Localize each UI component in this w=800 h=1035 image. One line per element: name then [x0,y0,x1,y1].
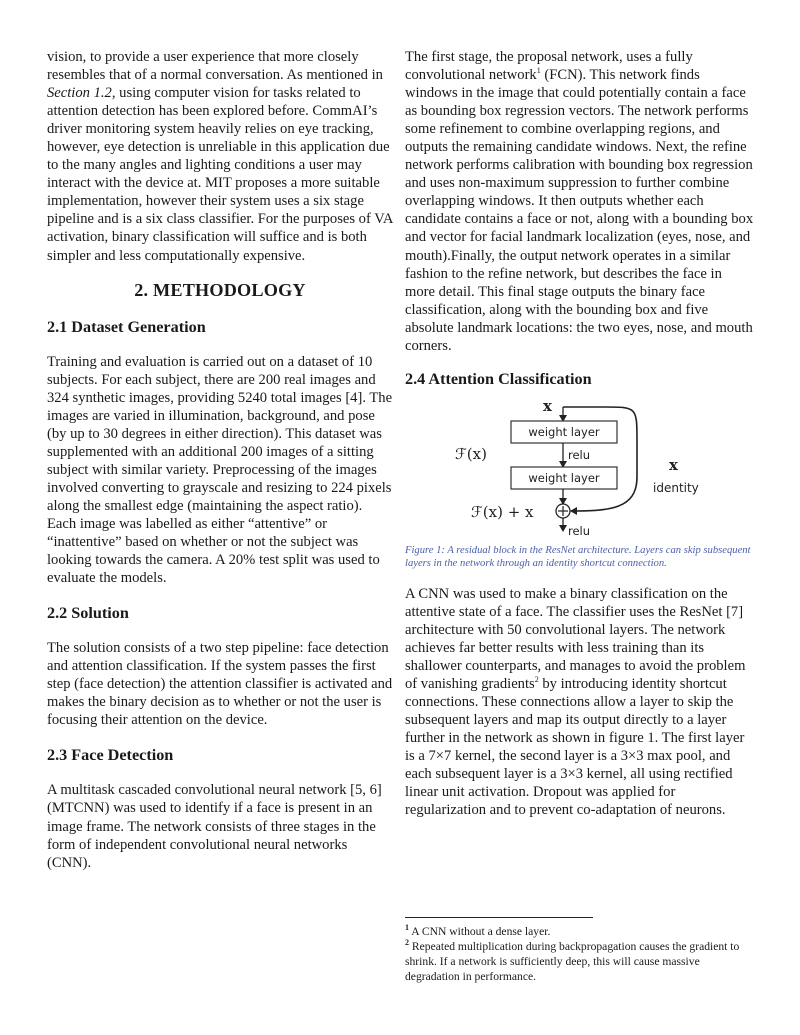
stages-text-b: (FCN). This network finds windows in the image that could potentially contain a face as bounding box regression vectors. The network performs some refinement to combine overlapping regions, and outputs the remaining candidate windows. Next, the refine network performs calibration with bounding box regression and uses non-maximum suppression to further combine overlapping windows. It then outputs whether each candidate contains a face or not, along with a bounding box and vector for facial landmark localization (eyes, nose, and mouth).Finally, the output network operates in a similar fashion to the refine network, but describes the face in more detail. This final stage outputs the binary face classification, along with the bounding box and five absolute landmark locations: the two eyes, nose, and mouth corners. [405,67,754,354]
fx-label: ℱ(x) [455,444,487,463]
dataset-paragraph: Training and evaluation is carried out on a dataset of 10 subjects. For each subject, there are 200 real images and 324 synthetic images, providing 5240 total images [4]. The images are varied in illumination, background, and pose (by up to 30 degrees in either direction). This dataset was supplemented with an additional 200 images of a sitting subject with similar variety. Preprocessing of the images involved converting to grayscale and resizing to 224 pixels along the smallest edge (maintaining the aspect ratio). Each image was labelled as either “attentive” or “inattentive” based on whether or not the subject was looking towards the camera. A 20% test split was used to evaluate the models. [47,353,393,587]
dataset-heading: 2.1 Dataset Generation [47,317,206,336]
footnote-1-mark: 1 [405,923,409,933]
footnote-1 [405,924,757,939]
intro-text-b: , using computer vision for tasks related to attention detection has been explored before. CommAI’s driver monitoring system heavily relies on eye tracking, however, eye detection is unreliable in this application due to the many angles and lighting conditions a user may interact with the device at. MIT proposes a more suitable implementation, however their system uses a six stage pipeline and is a six class classifier. For the purposes of VA activation, binary classification will suffice and is both simpler and less computationally expensive. [47,85,393,264]
footnote-2-mark: 2 [405,938,409,948]
relu-mid-label: relu [568,447,591,462]
right-column [405,48,755,819]
footnote-1-text: A CNN without a dense layer. [409,925,551,938]
solution-paragraph: The solution consists of a two step pipeline: face detection and attention classification. If the system passes the first step (face detection) the attention classifier is activated and makes the binary decision as to whether or not the user is focusing their attention on the device. [47,640,393,729]
figure-caption: Figure 1: A residual block in the ResNet architecture. Layers can skip subsequent layers in the network through an identity shortcut connection. [405,544,751,570]
face-detection-heading: 2.3 Face Detection [47,746,174,765]
residual-block-diagram [405,397,755,542]
section-reference: Section 1.2 [47,85,112,102]
resnet-text-b: by introducing identity shortcut connections. These connections allow a layer to skip the subsequent layers and map its output directly to a layer further in the network as shown in figure 1. The first layer is a 7×7 kernel, the second layer is a 3×3 max pool, and each subsequent layer is a 3×3 kernel, all using rectified linear unit activation. Dropout was applied for regularization and to prevent co-adaptation of neurons. [405,676,745,819]
footnote-2 [405,939,757,984]
weight-layer-1-label: weight layer [528,424,600,439]
residual-block-figure [405,397,755,542]
skip-x-label: x [669,455,678,474]
stages-text-a: The first stage, the proposal network, uses a fully convolutional network [405,49,693,84]
footnotes [405,917,757,984]
attention-heading: 2.4 Attention Classification [405,369,592,388]
identity-label: identity [653,480,699,495]
sum-label: ℱ(x) + x [471,502,534,521]
face-detection-paragraph: A multitask cascaded convolutional neural network [5, 6] (MTCNN) was used to identify if a face is present in an image frame. The network consists of three stages in the form of independent convolutional neural networks (CNN). [47,782,382,871]
weight-layer-2-label: weight layer [528,470,600,485]
footnote-marker-1: 1 [536,66,541,76]
methodology-heading: 2. METHODOLOGY [134,279,306,300]
footnote-2-text: Repeated multiplication during backpropagation causes the gradient to shrink. If a network is sufficiently deep, this will cause massive degradation in performance. [405,940,740,983]
relu-out-label: relu [568,523,591,538]
solution-heading: 2.2 Solution [47,604,129,623]
input-x-label: x [543,396,552,415]
intro-text-a: vision, to provide a user experience that more closely resembles that of a normal conversation. As mentioned in [47,49,383,84]
footnote-marker-2: 2 [534,675,539,685]
stages-paragraph [405,48,755,355]
left-column [47,48,393,872]
intro-paragraph [47,48,393,265]
footnote-divider [405,917,593,918]
resnet-text-a: A CNN was used to make a binary classification on the attentive state of a face. The classifier uses the ResNet [7] architecture with 50 convolutional layers. The network achieves far better results with less training than its shallower counterparts, and manages to avoid the problem of vanishing gradients [405,585,746,693]
resnet-paragraph [405,585,755,820]
